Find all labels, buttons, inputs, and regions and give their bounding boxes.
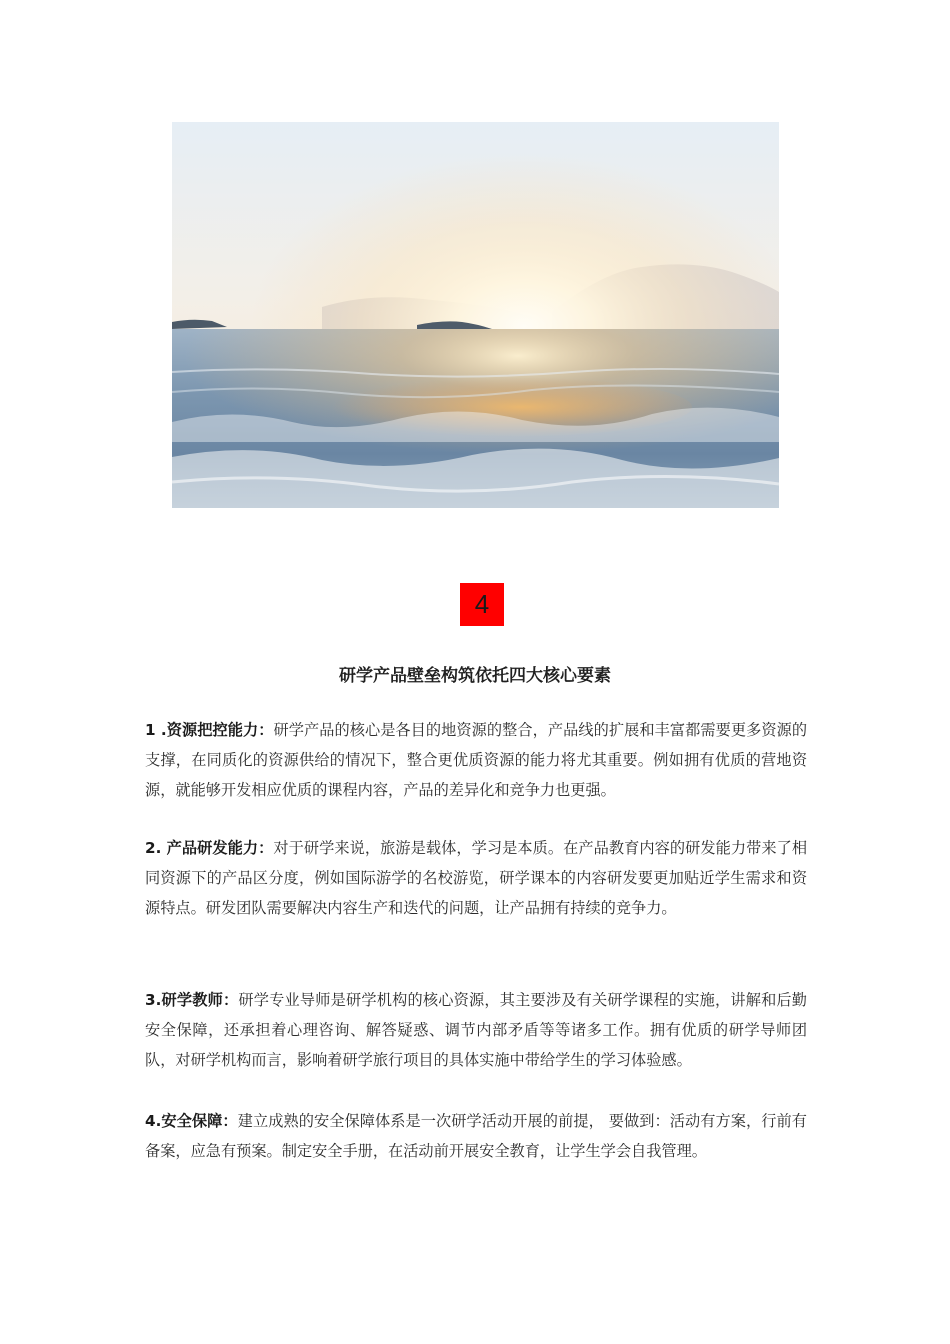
paragraph-lead: 3.研学教师：	[145, 991, 239, 1009]
section-number-badge: 4	[460, 583, 504, 626]
paragraph-body: 研学专业导师是研学机构的核心资源，其主要涉及有关研学课程的实施，讲解和后勤安全保障，还承担着心理咨询、解答疑惑、调节内部矛盾等等诸多工作。拥有优质的研学导师团队，对研学机构而言，影响着研学旅行项目的具体实施中带给学生的学习体验感。	[145, 991, 807, 1069]
sunset-ocean-photo	[172, 122, 779, 508]
paragraph-lead: 1 .资源把控能力：	[145, 721, 274, 739]
paragraph-safety	[145, 1106, 807, 1166]
paragraph-lead: 4.安全保障：	[145, 1112, 238, 1130]
section-title: 研学产品壁垒构筑依托四大核心要素	[339, 666, 611, 686]
paragraph-body: 研学产品的核心是各目的地资源的整合，产品线的扩展和丰富都需要更多资源的支撑，在同质化的资源供给的情况下，整合更优质资源的能力将尤其重要。例如拥有优质的营地资源，就能够开发相应优质的课程内容，产品的差异化和竞争力也更强。	[145, 721, 808, 799]
paragraph-resource-control	[145, 715, 807, 805]
paragraph-lead: 2. 产品研发能力：	[145, 839, 274, 857]
paragraph-body: 建立成熟的安全保障体系是一次研学活动开展的前提， 要做到：活动有方案，行前有备案，应急有预案。制定安全手册，在活动前开展安全教育，让学生学会自我管理。	[145, 1112, 807, 1160]
paragraph-product-rnd	[145, 833, 807, 923]
paragraph-teachers	[145, 985, 807, 1075]
paragraph-body: 对于研学来说，旅游是载体，学习是本质。在产品教育内容的研发能力带来了相同资源下的产品区分度，例如国际游学的名校游览，研学课本的内容研发要更加贴近学生需求和资源特点。研发团队需要解决内容生产和迭代的问题，让产品拥有持续的竞争力。	[145, 839, 808, 917]
